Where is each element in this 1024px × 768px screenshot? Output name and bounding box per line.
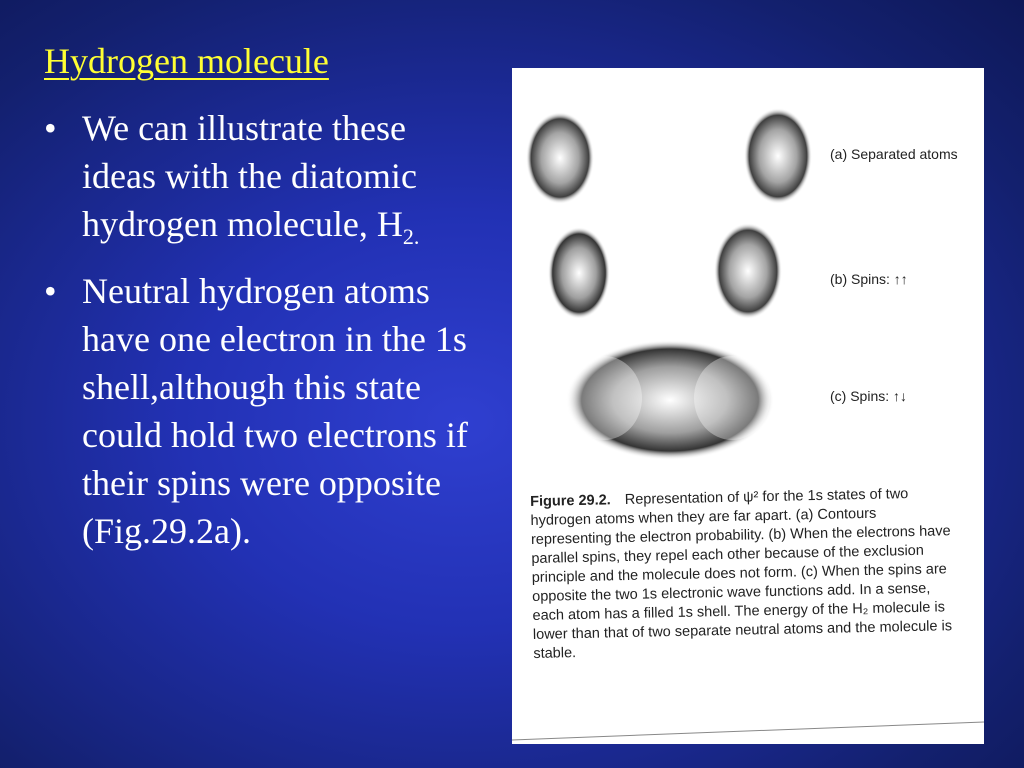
figure-caption — [530, 484, 958, 664]
bullet-list — [44, 104, 474, 561]
label-opposite-spins: (c) Spins: ↑↓ — [830, 388, 908, 404]
caption-text: Representation of ψ² for the 1s states of two hydrogen atoms when they are far apart. (a) Contours representing the electron probability. (b) When the electrons have parallel spins, they repel each other because of the exclusion principle and the molecule does not form. (c) When the spins are opposite the two 1s electronic wave functions add. In a sense, each atom has a filled 1s shell. The energy of the H₂ molecule is lower than that of two separate neutral atoms and the molecule is stable. — [530, 486, 953, 662]
atom-a-right — [744, 108, 812, 204]
bullet-icon: • — [44, 271, 57, 312]
figure-number: Figure 29.2. — [530, 492, 611, 510]
label-separated-atoms: (a) Separated atoms — [830, 146, 958, 162]
slide-title: Hydrogen molecule — [44, 41, 329, 81]
label-parallel-spins: (b) Spins: ↑↑ — [830, 271, 908, 287]
bullet-icon: • — [44, 108, 57, 148]
subscript: 2. — [402, 224, 420, 250]
atom-a-left — [526, 112, 594, 204]
atom-b-right — [714, 223, 782, 319]
molecule-c-inner-right — [694, 356, 770, 440]
atom-b-left — [548, 227, 610, 319]
bullet-text: We can illustrate these ideas with the diatomic hydrogen molecule, H — [82, 108, 417, 244]
bullet-item — [44, 104, 474, 261]
figure-panel — [512, 68, 984, 744]
bullet-text: Neutral hydrogen atoms have one electron in the 1s shell,although this state could hold two electrons if their spins were opposite (Fig.29.2a). — [82, 271, 468, 552]
molecule-c-inner-left — [566, 356, 642, 440]
bullet-item — [44, 267, 474, 555]
